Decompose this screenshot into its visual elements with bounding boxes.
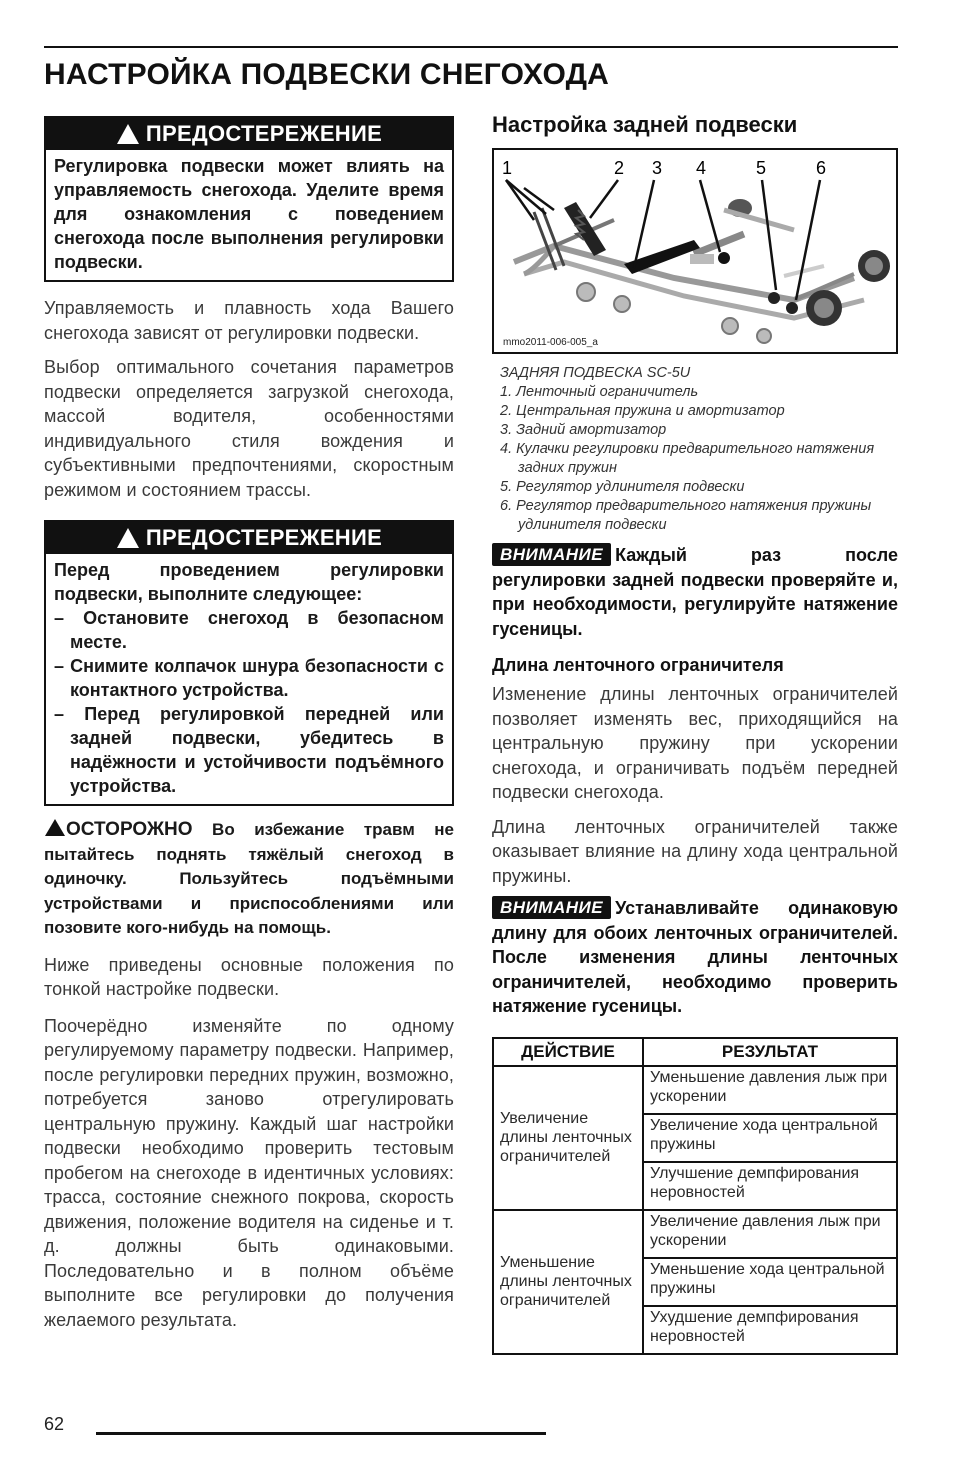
table-header-row — [493, 1038, 897, 1066]
warning-triangle-icon — [116, 527, 140, 549]
warning-header-text: ПРЕДОСТЕРЕЖЕНИЕ — [145, 121, 383, 146]
warning-box-1 — [44, 116, 454, 282]
caution-text: Во избежание травм не пытайтесь поднять тяжёлый снегоход в одиночку. Пользуйтесь подъёмными устройствами и приспособлениями или позовите кого-нибудь на помощь. — [44, 820, 454, 937]
warning-triangle-icon — [116, 123, 140, 145]
notice-2 — [492, 896, 898, 1019]
paragraph: Изменение длины ленточных ограничителей позволяет изменять вес, приходящийся на центральную пружину при ускорении снегохода, и ограничивать подъём передней подвески снегохода. — [492, 684, 898, 802]
table-result-cell: Уменьшение давления лыж при ускорении — [643, 1066, 897, 1114]
table-result-cell: Улучшение демпфирования неровностей — [643, 1162, 897, 1210]
table-result-cell: Увеличение давления лыж при ускорении — [643, 1210, 897, 1258]
warning-list-item: – Снимите колпачок шнура безопасности с контактного устройства. — [54, 656, 444, 700]
right-column — [492, 112, 898, 1355]
bottom-rule — [96, 1432, 546, 1435]
paragraph: Поочерёдно изменяйте по одному регулируемому параметру подвески. Например, после регулировки передних пружин, возможно, потребуется заново отрегулировать центральную пружину. Каждый шаг настройки подвески необходимо проверить тестовым пробегом на снегоходе в идентичных условиях: трасса, состояние снежного покрова, скорость движения, положение водителя на сиденье и т. д. должны быть одинаковыми. Последовательно и в полном объёме выполните все регулировки до получения желаемого результата. — [44, 1015, 454, 1330]
notice-badge: ВНИМАНИЕ — [492, 896, 611, 919]
figure-callout: 4 — [696, 158, 707, 178]
subsection-heading: Длина ленточного ограничителя — [492, 655, 784, 675]
figure-callout: 5 — [756, 158, 767, 178]
top-rule — [44, 46, 898, 48]
figure-callout: 1 — [502, 158, 513, 178]
figure-callout: 3 — [652, 158, 663, 178]
left-column — [44, 116, 454, 1332]
caption-item: 6. Регулятор предварительного натяжения пружины удлинителя подвески — [500, 498, 872, 533]
figure-caption — [492, 364, 898, 535]
notice-text: Каждый раз после регулировки задней подвески проверяйте и, при необходимости, регулируйте натяжение гусеницы. — [492, 545, 898, 639]
page-title: НАСТРОЙКА ПОДВЕСКИ СНЕГОХОДА — [44, 58, 610, 91]
figure-code-label: mmo2011-006-005_a — [503, 337, 598, 348]
notice-badge: ВНИМАНИЕ — [492, 543, 611, 566]
caption-item: 1. Ленточный ограничитель — [500, 384, 699, 400]
caution-keyword: ОСТОРОЖНО — [66, 819, 193, 840]
warning-header-2 — [46, 522, 452, 554]
warning-text: Регулировка подвески может влиять на управляемость снегохода. Уделите время для ознакомления с поведением снегохода после выполнения регулировки подвески. — [54, 156, 444, 272]
page-number: 62 — [44, 1414, 65, 1434]
rear-suspension-figure — [492, 148, 898, 354]
table-action-cell: Увеличение длины ленточных ограничителей — [493, 1066, 643, 1210]
table-header-cell: РЕЗУЛЬТАТ — [643, 1038, 897, 1066]
suspension-illustration — [494, 150, 896, 352]
warning-header-1 — [46, 118, 452, 150]
results-table — [492, 1037, 898, 1355]
caution-triangle-icon — [44, 818, 66, 837]
warning-list-item: – Перед регулировкой передней или задней подвески, убедитесь в надёжности и устойчивости подъёмного устройства. — [54, 704, 444, 796]
warning-body-2 — [46, 554, 452, 804]
paragraph: Ниже приведены основные положения по тонкой настройке подвески. — [44, 954, 454, 999]
table-result-cell: Увеличение хода центральной пружины — [643, 1114, 897, 1162]
notice-1 — [492, 543, 898, 641]
caption-item: 4. Кулачки регулировки предварительного натяжения задних пружин — [500, 441, 875, 476]
warning-body-1 — [46, 150, 452, 280]
paragraph: Длина ленточных ограничителей также оказывает влияние на длину хода центральной пружины. — [492, 816, 898, 886]
table-result-cell: Уменьшение хода центральной пружины — [643, 1258, 897, 1306]
figure-callout: 2 — [614, 158, 625, 178]
warning-intro: Перед проведением регулировки подвески, выполните следующее: — [54, 560, 444, 604]
paragraph: Управляемость и плавность хода Вашего снегохода зависят от регулировки подвески. — [44, 298, 454, 343]
caption-item: 3. Задний амортизатор — [500, 422, 667, 438]
caption-title: ЗАДНЯЯ ПОДВЕСКА SC-5U — [500, 365, 691, 381]
warning-header-text: ПРЕДОСТЕРЕЖЕНИЕ — [145, 525, 383, 550]
table-row — [493, 1066, 897, 1114]
notice-text: Устанавливайте одинаковую длину для обоих ленточных ограничителей. После изменения длины ленточных ограничителей, необходимо проверить натяжение гусеницы. — [492, 898, 898, 1016]
table-result-cell: Ухудшение демпфирования неровностей — [643, 1306, 897, 1354]
section-heading: Настройка задней подвески — [492, 112, 798, 137]
table-row — [493, 1210, 897, 1258]
caption-item: 5. Регулятор удлинителя подвески — [500, 479, 745, 495]
figure-callout: 6 — [816, 158, 827, 178]
caption-item: 2. Центральная пружина и амортизатор — [500, 403, 785, 419]
warning-list — [54, 606, 444, 798]
table-action-cell: Уменьшение длины ленточных ограничителей — [493, 1210, 643, 1354]
warning-box-2 — [44, 520, 454, 806]
caution-note — [44, 818, 454, 941]
warning-list-item: – Остановите снегоход в безопасном месте. — [54, 608, 444, 652]
paragraph: Выбор оптимального сочетания параметров подвески определяется загрузкой снегохода, массой водителя, особенностями индивидуального стиля вождения и субъективными предпочтениями, скоростным режимом и состоянием трассы. — [44, 357, 454, 500]
table-header-cell: ДЕЙСТВИЕ — [493, 1038, 643, 1066]
